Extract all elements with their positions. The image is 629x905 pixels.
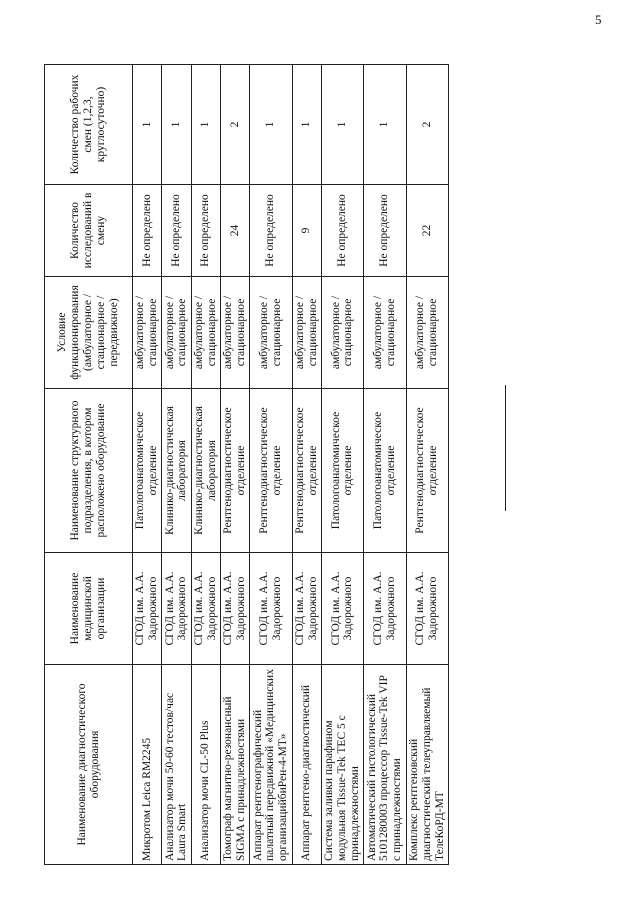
- cell-studies-count: 9: [292, 185, 321, 277]
- cell-organization: СГОД им. А.А. Задорожного: [133, 553, 162, 665]
- table-row: [220, 65, 249, 865]
- cell-shifts: 1: [250, 65, 292, 185]
- cell-shifts: 1: [364, 65, 406, 185]
- cell-department: Патологоанатомическое отделение: [364, 389, 406, 553]
- cell-condition: амбулаторное / стационарное: [364, 277, 406, 389]
- cell-condition: амбулаторное / стационарное: [292, 277, 321, 389]
- cell-organization: СГОД им. А.А. Задорожного: [364, 553, 406, 665]
- closing-rule-line: [505, 385, 506, 511]
- cell-studies-count: Не определено: [364, 185, 406, 277]
- equipment-table: [44, 64, 449, 865]
- table-row: [364, 65, 406, 865]
- header-department: Наименование структурного подразделения, в котором расположено оборудование: [45, 389, 133, 553]
- header-condition: Условие функционирования (амбулаторное / стационарное / передвижное): [45, 277, 133, 389]
- header-studies-count: Количество исследований в смену: [45, 185, 133, 277]
- table-row: [133, 65, 162, 865]
- cell-department: Клинико-диагностическая лаборатория: [162, 389, 191, 553]
- page-number: 5: [595, 12, 602, 27]
- cell-studies-count: 22: [406, 185, 448, 277]
- cell-studies-count: Не определено: [133, 185, 162, 277]
- cell-studies-count: Не определено: [162, 185, 191, 277]
- cell-equipment: Микротом Leica RM2245: [133, 665, 162, 865]
- cell-equipment: Анализатор мочи CL-50 Plus: [191, 665, 220, 865]
- cell-organization: СГОД им. А.А. Задорожного: [191, 553, 220, 665]
- cell-department: Рентгенодиагностическое отделение: [220, 389, 249, 553]
- cell-equipment: Аппарат рентгенографический палатный передвижной «Медицинских организацийбиРен-4-МТ»: [250, 665, 292, 865]
- cell-department: Патологоанатомическое отделение: [321, 389, 363, 553]
- cell-shifts: 2: [220, 65, 249, 185]
- cell-organization: СГОД им. А.А. Задорожного: [292, 553, 321, 665]
- cell-studies-count: Не определено: [321, 185, 363, 277]
- header-equipment: Наименование диагностического оборудования: [45, 665, 133, 865]
- table-row: [191, 65, 220, 865]
- cell-shifts: 1: [191, 65, 220, 185]
- cell-department: Рентгенодиагностическое отделение: [406, 389, 448, 553]
- cell-equipment: Аппарат рентгено-диагностический: [292, 665, 321, 865]
- cell-department: Патологоанатомическое отделение: [133, 389, 162, 553]
- cell-department: Клинико-диагностическая лаборатория: [191, 389, 220, 553]
- cell-shifts: 1: [162, 65, 191, 185]
- cell-studies-count: 24: [220, 185, 249, 277]
- cell-department: Рентгенодиагностическое отделение: [250, 389, 292, 553]
- header-shifts: Количество рабочих смен (1,2,3, круглосуточно): [45, 65, 133, 185]
- cell-equipment: Комплекс рентгеновский диагностический телеуправляемый ТелеКоРД-МТ: [406, 665, 448, 865]
- table-header-row: [45, 65, 133, 865]
- cell-condition: амбулаторное / стационарное: [406, 277, 448, 389]
- cell-equipment: Система заливки парафином модульная Tissue-Tek TEC 5 с принадлежностями: [321, 665, 363, 865]
- cell-equipment: Автоматический гистологический 5101280003 процессор Tissue-Tek VIP с принадлежностями: [364, 665, 406, 865]
- table-row: [162, 65, 191, 865]
- cell-studies-count: Не определено: [250, 185, 292, 277]
- cell-shifts: 1: [133, 65, 162, 185]
- cell-department: Рентгенодиагностическое отделение: [292, 389, 321, 553]
- cell-shifts: 1: [321, 65, 363, 185]
- cell-organization: СГОД им. А.А. Задорожного: [162, 553, 191, 665]
- table-row: [292, 65, 321, 865]
- cell-shifts: 2: [406, 65, 448, 185]
- cell-condition: амбулаторное / стационарное: [133, 277, 162, 389]
- cell-organization: СГОД им. А.А. Задорожного: [406, 553, 448, 665]
- cell-condition: амбулаторное / стационарное: [191, 277, 220, 389]
- table-row: [406, 65, 448, 865]
- cell-equipment: Томограф магнитно-резонансный SIGMA с принадлежностями: [220, 665, 249, 865]
- table-row: [250, 65, 292, 865]
- rotated-table-container: [44, 65, 449, 865]
- header-organization: Наименование медицинской организации: [45, 553, 133, 665]
- cell-equipment: Анализатор мочи 50-60 тестов/час Laura Smart: [162, 665, 191, 865]
- cell-shifts: 1: [292, 65, 321, 185]
- cell-condition: амбулаторное / стационарное: [220, 277, 249, 389]
- cell-organization: СГОД им. А.А. Задорожного: [220, 553, 249, 665]
- cell-condition: амбулаторное / стационарное: [162, 277, 191, 389]
- table-row: [321, 65, 363, 865]
- cell-studies-count: Не определено: [191, 185, 220, 277]
- cell-condition: амбулаторное / стационарное: [321, 277, 363, 389]
- cell-organization: СГОД им. А.А. Задорожного: [250, 553, 292, 665]
- cell-organization: СГОД им. А.А. Задорожного: [321, 553, 363, 665]
- cell-condition: амбулаторное / стационарное: [250, 277, 292, 389]
